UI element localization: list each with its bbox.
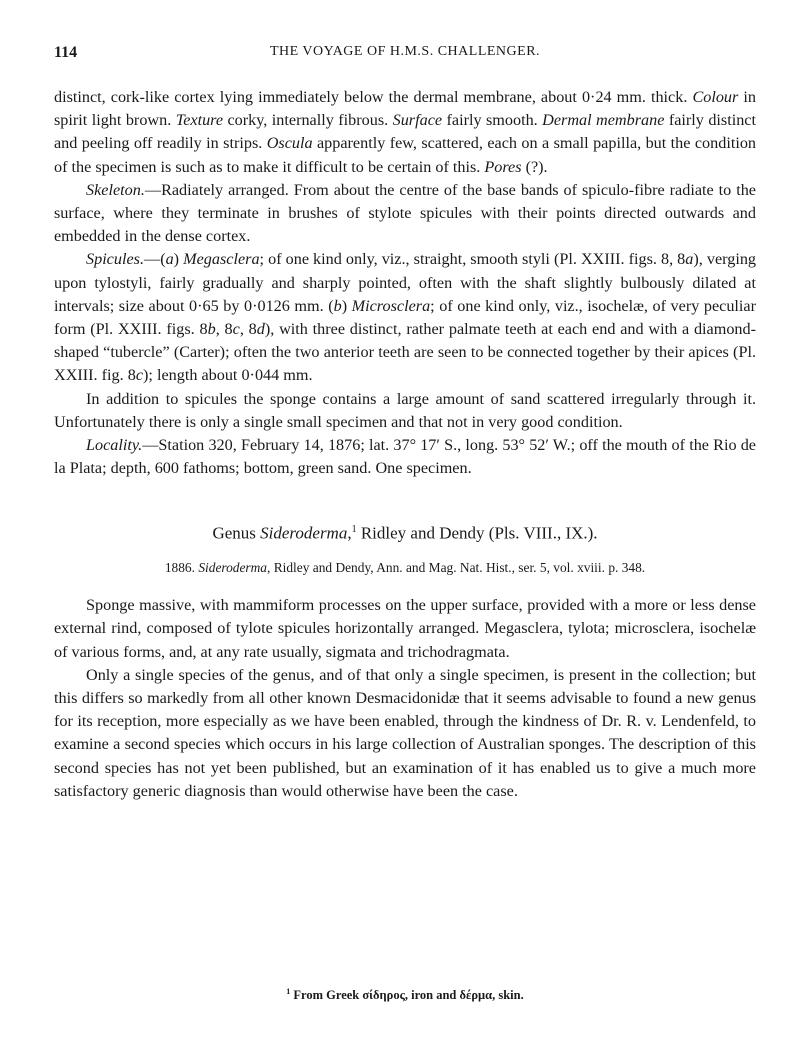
paragraph-genus-remarks: Only a single species of the genus, and of that only a single specimen, is present in the collection; but this differs so markedly from all other known Desmacidonidæ that it seems advisable to found a new genus for its reception, more especially as we have been enabled, through the kindness of Dr. R. v. Lendenfeld, to examine a second species which occurs in his large collection of Australian sponges. The description of this second species has not yet been published, but an examination of it has enabled us to give a much more satisfactory generic diagnosis than would otherwise have been the case.: [54, 665, 756, 800]
spicules-label: Spicules.: [86, 250, 144, 269]
body-text: [54, 86, 756, 803]
running-title: THE VOYAGE OF H.M.S. CHALLENGER.: [269, 44, 541, 59]
texture-label: Texture: [175, 111, 224, 130]
synonymy-genus-name: Sideroderma: [198, 560, 268, 576]
paragraph-genus-diagnosis: Sponge massive, with mammiform processes on the upper surface, provided with a more or less dense external rind, composed of tylote spicules horizontally arranged. Megasclera, tylota; microsclera, isochelæ of various forms, and, at any rate usually, sigmata and trichodragmata.: [54, 596, 756, 661]
colour-label: Colour: [692, 88, 739, 106]
genus-name: Sideroderma: [260, 524, 348, 544]
paragraph-skeleton: Skeleton.—Radiately arranged. From about the centre of the base bands of spiculo-fibre radiate to the surface, where they terminate in brushes of stylote spicules with their points directed outwards and embedded in the dense cortex.: [54, 180, 756, 246]
dermal-membrane-label: Dermal membrane: [542, 111, 665, 130]
oscula-label: Oscula: [266, 134, 313, 153]
megasclera-label: Megasclera: [183, 250, 260, 269]
footnote-number: 1: [286, 987, 291, 996]
footnote: $^1$ From Greek σίδηρος, iron and δέρμα, skin.: [286, 987, 524, 1003]
pores-label: Pores: [484, 157, 522, 176]
genus-heading: Genus Sideroderma,$^1$ Ridley and Dendy (Pls. VIII., IX.).: [212, 524, 598, 544]
paragraph-locality: Locality.—Station 320, February 14, 1876; lat. 37° 17′ S., long. 53° 52′ W.; off the mouth of the Rio de la Plata; depth, 600 fathoms; bottom, green sand. One specimen.: [54, 436, 756, 478]
skeleton-label: Skeleton.: [86, 180, 145, 199]
microsclera-label: Microsclera: [351, 296, 431, 315]
running-head: [54, 44, 756, 68]
paragraph-description: distinct, cork-like cortex lying immediately below the dermal membrane, about 0·24 mm. thick. Colour in spirit light brown. Texture corky, internally fibrous. Surface fairly smooth. Dermal membrane fairly distinct and peeling off readily in strips. Oscula apparently few, scattered, each on a small papilla, but the condition of the specimen is such as to make it difficult to be certain of this. Pores (?).: [54, 88, 757, 176]
paragraph-spicules: Spicules.—(a) Megasclera; of one kind only, viz., straight, smooth styli (Pl. XXIII. figs. 8, 8a), verging upon tylostyli, fairly gradually and sharply pointed, often with the shaft slightly bulbously dilated at intervals; size about 0·65 by 0·0126 mm. (b) Microsclera; of one kind only, viz., isochelæ, of very peculiar form (Pl. XXIII. figs. 8b, 8c, 8d), with three distinct, rather palmate teeth at each end and with a diamond-shaped “tubercle” (Carter); often the two anterior teeth are seen to be connected together by their apices (Pl. XXIII. fig. 8c); length about 0·044 mm.: [54, 250, 757, 385]
locality-label: Locality.: [86, 436, 143, 455]
paragraph-sand: In addition to spicules the sponge contains a large amount of sand scattered irregularly through it. Unfortunately there is only a single small specimen and that not in very good condition.: [54, 389, 756, 431]
synonymy-citation: 1886. Sideroderma, Ridley and Dendy, Ann. and Mag. Nat. Hist., ser. 5, vol. xviii. p. 348.: [164, 560, 646, 576]
footnote-marker: 1: [351, 524, 357, 536]
surface-label: Surface: [392, 111, 443, 130]
page-number: 114: [54, 44, 78, 61]
